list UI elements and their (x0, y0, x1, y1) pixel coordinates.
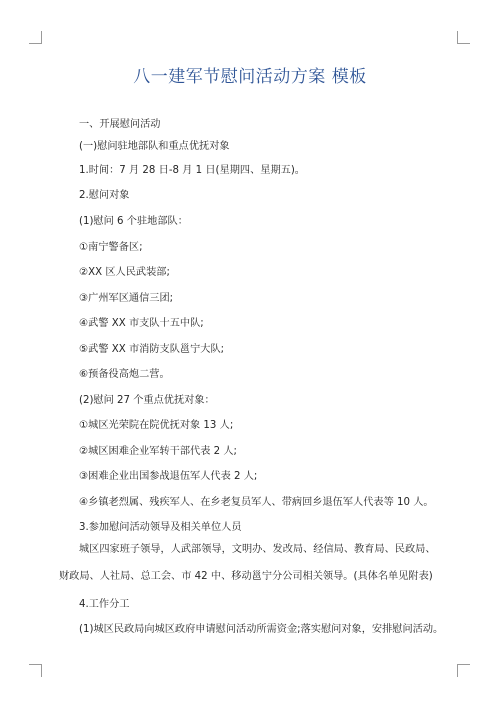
subsection-heading: (一)慰问驻地部队和重点优抚对象 (79, 141, 230, 152)
document-title: 八一建军节慰问活动方案 模板 (133, 67, 367, 87)
crop-mark-bottom-right (457, 664, 470, 677)
list-item: ①城区光荣院在院优抚对象 13 人; (79, 420, 234, 431)
division-item: (1)城区民政局向城区政府申请慰问活动所需资金;落实慰问对象，安排慰问活动。 (79, 624, 444, 635)
list-item: ②城区困难企业军转干部代表 2 人; (79, 446, 237, 457)
participants-heading: 3.参加慰问活动领导及相关单位人员 (79, 522, 242, 533)
participants-paragraph: 城区四家班子领导，人武部领导，文明办、发改局、经信局、教育局、民政局、财政局、人社局、总工会、市 42 中、移动邕宁分公司相关领导。(具体名单见附表) (59, 544, 436, 582)
crop-mark-top-left (29, 31, 42, 44)
crop-mark-bottom-left (29, 664, 42, 677)
list-item: ④乡镇老烈属、残疾军人、在乡老复员军人、带病回乡退伍军人代表等 10 人。 (79, 497, 434, 508)
list-item: ②XX 区人民武装部; (79, 267, 170, 278)
list-item: ⑥预备役高炮二营。 (79, 369, 170, 380)
list-item: ①南宁警备区; (79, 242, 143, 253)
list-item: ③广州军区通信三团; (79, 293, 174, 304)
list-item: ⑤武警 XX 市消防支队邕宁大队; (79, 344, 225, 355)
units-heading: (1)慰问 6 个驻地部队： (79, 216, 188, 227)
time-line: 1.时间：7 月 28 日-8 月 1 日(星期四、星期五)。 (79, 165, 305, 176)
division-heading: 4.工作分工 (79, 599, 130, 610)
target-heading: 2.慰问对象 (79, 190, 130, 201)
list-item: ③困难企业出国参战退伍军人代表 2 人; (79, 471, 258, 482)
section-heading: 一、开展慰问活动 (79, 119, 161, 130)
recipients-heading: (2)慰问 27 个重点优抚对象： (79, 395, 215, 406)
list-item: ④武警 XX 市支队十五中队; (79, 318, 204, 329)
crop-mark-top-right (457, 31, 470, 44)
